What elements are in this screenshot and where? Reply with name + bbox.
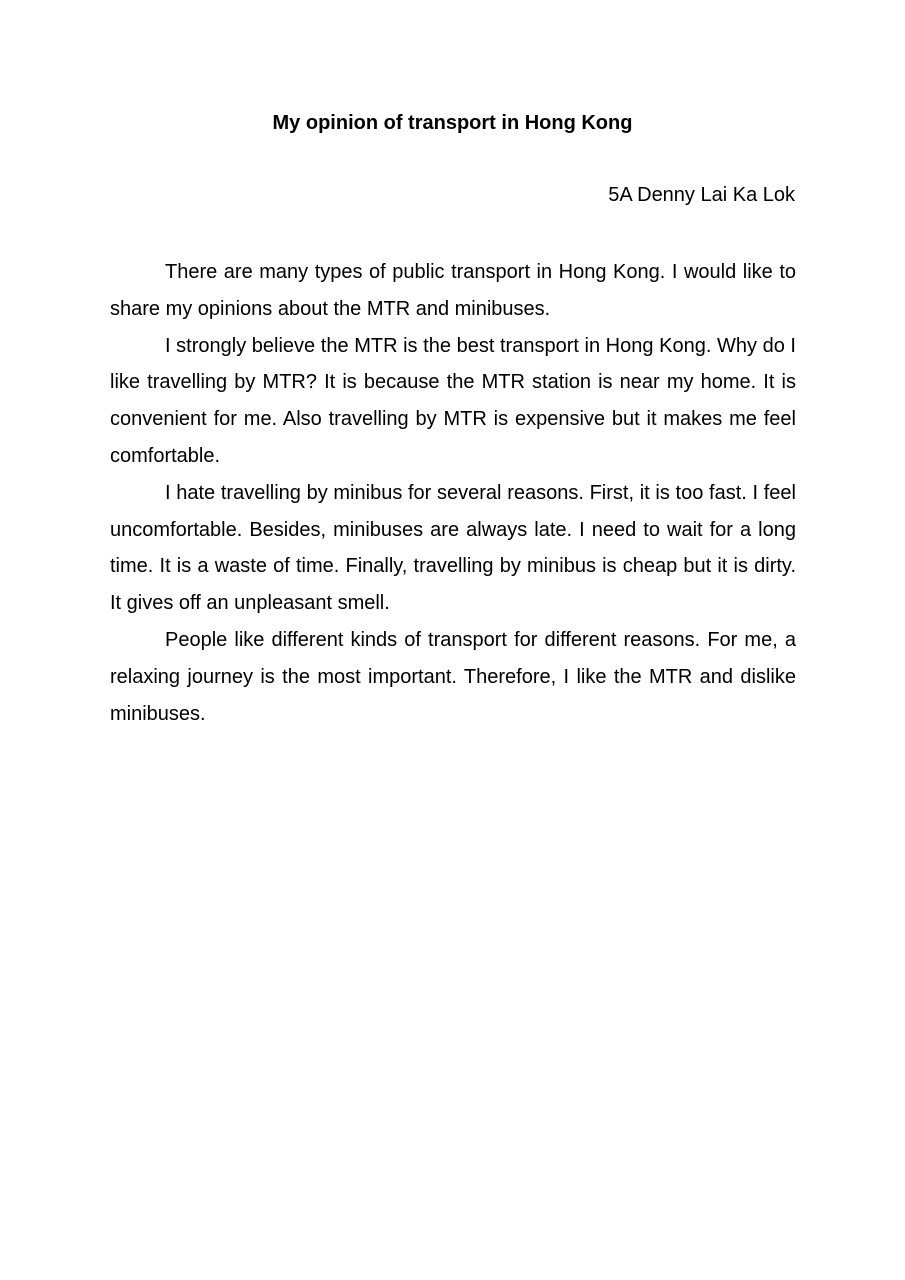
paragraph-mtr: I strongly believe the MTR is the best transport in Hong Kong. Why do I like travelling by MTR? It is because the MTR station is near my home. It is convenient for me. Also travelling by MTR is expensive but it makes me feel comfortable. — [110, 334, 796, 467]
paragraph-minibus: I hate travelling by minibus for several reasons. First, it is too fast. I feel uncomfortable. Besides, minibuses are always late. I need to wait for a long time. It is a waste of time. Finally, travelling by minibus is cheap but it is dirty. It gives off an unpleasant smell. — [110, 481, 796, 615]
essay-body — [110, 254, 796, 732]
paragraph-intro: There are many types of public transport in Hong Kong. I would like to share my opinions about the MTR and minibuses. — [110, 261, 796, 320]
document-title: My opinion of transport in Hong Kong — [272, 112, 633, 134]
author-line: 5A Denny Lai Ka Lok — [608, 184, 795, 206]
paragraph-conclusion: People like different kinds of transport for different reasons. For me, a relaxing journey is the most important. Therefore, I like the MTR and dislike minibuses. — [110, 628, 796, 725]
